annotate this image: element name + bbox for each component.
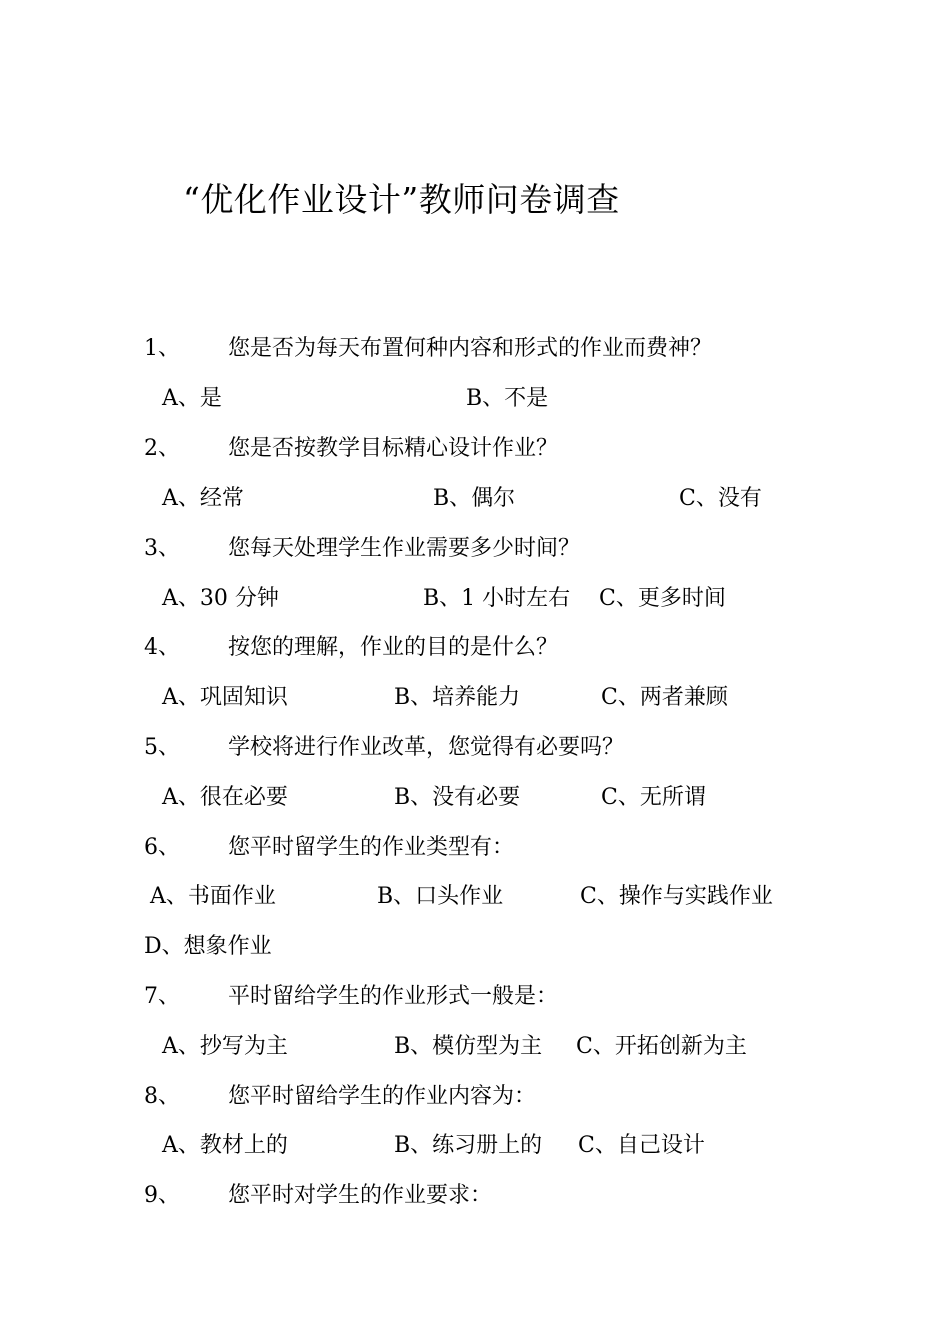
question-6-number: 6、 — [144, 835, 180, 860]
question-4-option-c: C、两者兼顾 — [601, 685, 728, 710]
question-5-text: 学校将进行作业改革，您觉得有必要吗？ — [228, 735, 625, 760]
question-2-number: 2、 — [144, 436, 180, 461]
question-3-option-a: A、30 分钟 — [162, 586, 279, 611]
question-3-number: 3、 — [144, 536, 180, 561]
question-4-option-a: A、巩固知识 — [162, 685, 288, 710]
question-8-option-c: C、自己设计 — [578, 1133, 705, 1158]
question-2-option-c: C、没有 — [679, 486, 762, 511]
survey-title: “优化作业设计”教师问卷调查 — [183, 180, 620, 219]
question-1-text: 您是否为每天布置何种内容和形式的作业而费神？ — [228, 336, 713, 361]
question-3-option-b: B、1 小时左右 — [423, 586, 571, 611]
question-7-option-b: B、模仿型为主 — [394, 1034, 543, 1059]
question-8-text: 您平时留给学生的作业内容为： — [228, 1084, 537, 1109]
question-7-option-c: C、开拓创新为主 — [576, 1034, 747, 1059]
question-6-option-c: C、操作与实践作业 — [580, 884, 773, 909]
question-6-option-d: D、想象作业 — [144, 934, 272, 959]
question-1-option-a: A、是 — [162, 386, 222, 411]
question-5-option-c: C、无所谓 — [601, 785, 706, 810]
question-7-option-a: A、抄写为主 — [162, 1034, 288, 1059]
question-7-number: 7、 — [144, 984, 180, 1009]
question-5-option-a: A、很在必要 — [162, 785, 288, 810]
question-4-number: 4、 — [144, 635, 180, 660]
question-9-text: 您平时对学生的作业要求： — [228, 1183, 493, 1208]
question-7-text: 平时留给学生的作业形式一般是： — [228, 984, 559, 1009]
question-5-number: 5、 — [144, 735, 180, 760]
question-3-option-c: C、更多时间 — [599, 586, 726, 611]
question-4-text: 按您的理解，作业的目的是什么？ — [228, 635, 559, 660]
question-6-option-a: A、书面作业 — [150, 884, 276, 909]
question-9-number: 9、 — [144, 1183, 180, 1208]
question-4-option-b: B、培养能力 — [394, 685, 521, 710]
question-8-option-a: A、教材上的 — [162, 1133, 288, 1158]
question-2-option-a: A、经常 — [162, 486, 244, 511]
question-8-option-b: B、练习册上的 — [394, 1133, 543, 1158]
question-6-text: 您平时留学生的作业类型有： — [228, 835, 515, 860]
question-2-option-b: B、偶尔 — [433, 486, 516, 511]
question-5-option-b: B、没有必要 — [394, 785, 521, 810]
question-2-text: 您是否按教学目标精心设计作业？ — [228, 436, 559, 461]
question-3-text: 您每天处理学生作业需要多少时间？ — [228, 536, 581, 561]
question-6-option-b: B、口头作业 — [377, 884, 504, 909]
question-1-option-b: B、不是 — [466, 386, 549, 411]
question-8-number: 8、 — [144, 1084, 180, 1109]
question-1-number: 1、 — [144, 336, 180, 361]
